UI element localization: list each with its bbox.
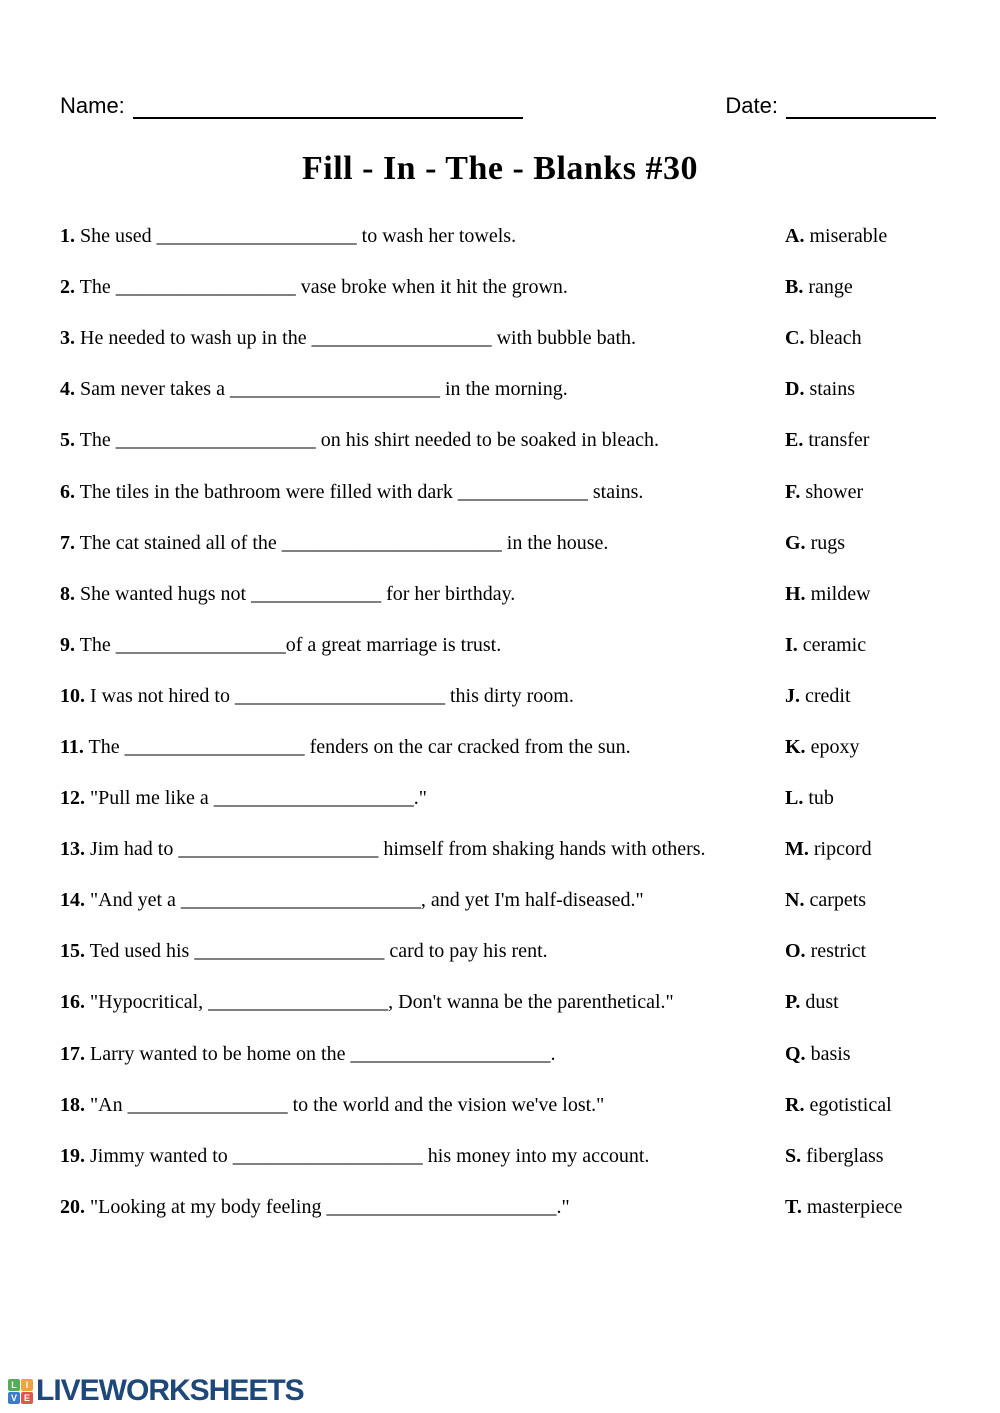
answer-word: epoxy [810, 735, 860, 758]
question-number: 17. [60, 1042, 85, 1065]
answer-word: bleach [809, 327, 862, 350]
logo-tile: E [21, 1392, 33, 1404]
question-row [60, 518, 980, 569]
question-number: 15. [60, 940, 85, 963]
question-number: 5. [60, 429, 75, 452]
answer-word: rugs [810, 531, 846, 554]
question-sentence: I was not hired to _____________________ this dirty room. [90, 684, 574, 707]
answer-letter: D. [785, 378, 805, 401]
question-number: 19. [60, 1144, 85, 1167]
question-sentence: The cat stained all of the ______________________ in the house. [79, 531, 609, 554]
answer-letter: A. [785, 225, 805, 248]
answer-word: ceramic [802, 633, 867, 656]
questions-list [60, 211, 980, 1233]
answer-letter: S. [785, 1144, 802, 1167]
question-number: 3. [60, 327, 75, 350]
question-number: 11. [60, 735, 84, 758]
logo-tile: V [8, 1392, 20, 1404]
answer-letter: T. [785, 1195, 802, 1218]
question-row [60, 1080, 980, 1131]
question-row [60, 364, 980, 415]
answer-word: tub [808, 787, 834, 810]
answer-letter: E. [785, 429, 804, 452]
answer-letter: R. [785, 1093, 805, 1116]
answer-word: fiberglass [806, 1144, 884, 1167]
answer-letter: B. [785, 276, 804, 299]
question-sentence: "Looking at my body feeling _______________________." [90, 1195, 570, 1218]
question-sentence: Jim had to ____________________ himself from shaking hands with others. [90, 838, 706, 861]
answer-word: transfer [808, 429, 870, 452]
question-sentence: The __________________ fenders on the car cracked from the sun. [88, 735, 631, 758]
question-row [60, 773, 980, 824]
question-row [60, 313, 980, 364]
question-number: 13. [60, 838, 85, 861]
question-sentence: Ted used his ___________________ card to pay his rent. [89, 940, 548, 963]
answer-word: range [808, 276, 853, 299]
header-row [60, 93, 936, 119]
answer-word: ripcord [813, 838, 872, 861]
answer-word: basis [810, 1042, 851, 1065]
question-sentence: She used ____________________ to wash her towels. [80, 225, 517, 248]
question-row [60, 620, 980, 671]
answer-word: credit [805, 684, 851, 707]
answer-word: egotistical [809, 1093, 892, 1116]
question-sentence: "And yet a ________________________, and yet I'm half-diseased." [90, 889, 644, 912]
question-row [60, 1131, 980, 1182]
logo-tile-grid [8, 1379, 33, 1404]
question-number: 10. [60, 684, 85, 707]
question-number: 16. [60, 991, 85, 1014]
date-write-line [786, 93, 936, 119]
answer-letter: H. [785, 582, 806, 605]
question-number: 4. [60, 378, 75, 401]
question-row [60, 262, 980, 313]
question-row [60, 671, 980, 722]
answer-word: restrict [810, 940, 867, 963]
question-row [60, 466, 980, 517]
question-row [60, 926, 980, 977]
question-row [60, 1182, 980, 1233]
answer-word: mildew [810, 582, 871, 605]
logo-tile: L [8, 1379, 20, 1391]
question-sentence: "Hypocritical, __________________, Don't wanna be the parenthetical." [90, 991, 674, 1014]
answer-word: shower [805, 480, 864, 503]
question-row [60, 415, 980, 466]
liveworksheets-logo[interactable] [8, 1376, 304, 1406]
name-write-line [133, 93, 523, 119]
question-sentence: "Pull me like a ____________________." [90, 787, 427, 810]
answer-word: dust [805, 991, 839, 1014]
page-title: Fill - In - The - Blanks #30 [302, 150, 698, 187]
answer-letter: F. [785, 480, 801, 503]
answer-letter: P. [785, 991, 801, 1014]
question-row [60, 722, 980, 773]
question-sentence: The _________________of a great marriage is trust. [79, 633, 502, 656]
answer-letter: M. [785, 838, 809, 861]
question-number: 7. [60, 531, 75, 554]
question-sentence: He needed to wash up in the __________________ with bubble bath. [80, 327, 637, 350]
answer-letter: Q. [785, 1042, 806, 1065]
question-sentence: The __________________ vase broke when it hit the grown. [79, 276, 568, 299]
logo-tile: I [21, 1379, 33, 1391]
question-number: 2. [60, 276, 75, 299]
answer-word: stains [809, 378, 856, 401]
question-number: 14. [60, 889, 85, 912]
question-number: 20. [60, 1195, 85, 1218]
question-row [60, 977, 980, 1028]
answer-word: masterpiece [806, 1195, 903, 1218]
question-sentence: "An ________________ to the world and the vision we've lost." [90, 1093, 605, 1116]
question-row [60, 824, 980, 875]
question-row [60, 569, 980, 620]
name-field [60, 93, 523, 119]
date-field [725, 93, 936, 119]
question-number: 8. [60, 582, 75, 605]
answer-letter: N. [785, 889, 805, 912]
answer-letter: J. [785, 684, 800, 707]
question-sentence: Larry wanted to be home on the ____________________. [90, 1042, 556, 1065]
answer-word: carpets [809, 889, 867, 912]
answer-letter: G. [785, 531, 806, 554]
question-number: 12. [60, 787, 85, 810]
question-number: 9. [60, 633, 75, 656]
question-sentence: Sam never takes a _____________________ in the morning. [80, 378, 568, 401]
question-sentence: The ____________________ on his shirt needed to be soaked in bleach. [79, 429, 659, 452]
answer-letter: O. [785, 940, 806, 963]
answer-letter: K. [785, 735, 806, 758]
answer-letter: L. [785, 787, 804, 810]
question-number: 18. [60, 1093, 85, 1116]
answer-letter: I. [785, 633, 798, 656]
logo-wordmark: LIVEWORKSHEETS [36, 1374, 304, 1407]
name-label: Name: [60, 93, 125, 118]
question-number: 1. [60, 225, 75, 248]
answer-letter: C. [785, 327, 805, 350]
question-row [60, 875, 980, 926]
question-sentence: She wanted hugs not _____________ for her birthday. [80, 582, 516, 605]
question-row [60, 1029, 980, 1080]
date-label: Date: [725, 93, 778, 118]
question-number: 6. [60, 480, 75, 503]
question-sentence: The tiles in the bathroom were filled with dark _____________ stains. [79, 480, 644, 503]
answer-word: miserable [809, 225, 888, 248]
question-row [60, 211, 980, 262]
question-sentence: Jimmy wanted to ___________________ his money into my account. [90, 1144, 650, 1167]
